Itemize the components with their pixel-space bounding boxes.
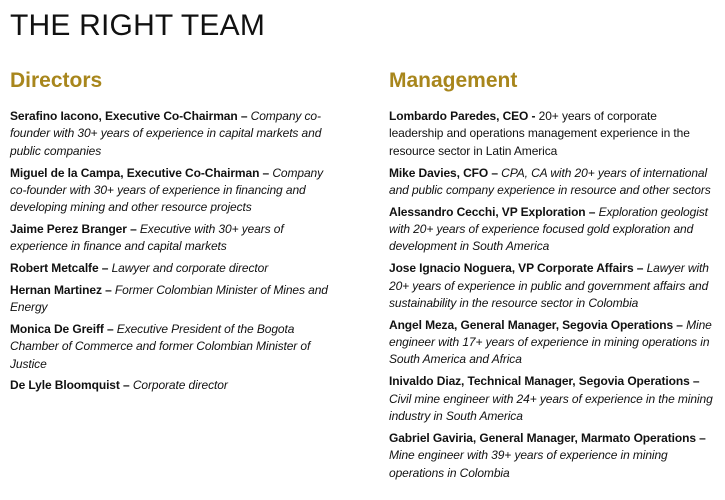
person-description: 20+ years of corporate leadership and operations management experience in the resource sector in Latin America [389,109,690,158]
person-description: CPA, CA with 20+ years of international and public company experience in resource and other sectors [389,165,711,197]
name-separator: – [633,261,647,276]
person-name: Jose Ignacio Noguera, VP Corporate Affairs [389,261,634,276]
person-entry [10,377,340,394]
name-separator: – [259,165,273,180]
person-name: Angel Meza, General Manager, Segovia Operations [389,317,674,332]
person-entry [10,282,340,317]
person-entry [389,317,714,369]
person-entry [10,221,340,256]
person-description: Lawyer with 20+ years of experience in public and government affairs and sustainability in the resource sector in Colombia [389,261,709,310]
person-entry [389,430,714,482]
name-separator: – [695,430,706,445]
person-description: Company co-founder with 30+ years of experience in capital markets and public companies [10,109,322,158]
person-name: Serafino Iacono, Executive Co-Chairman [10,109,238,123]
person-description: Executive with 30+ years of experience in finance and capital markets [10,222,284,254]
person-entry [389,204,714,256]
person-name: Monica De Greiff [10,321,104,336]
name-separator: – [101,282,115,297]
person-description: Mine engineer with 17+ years of experience in mining operations in South America and Africa [389,317,712,367]
person-entry [10,165,340,217]
person-entry [389,108,714,160]
name-separator: – [103,321,117,336]
person-name: Inivaldo Diaz, Technical Manager, Segovia Operations [389,374,690,389]
name-separator: - [528,109,539,123]
management-section [389,68,714,486]
person-description: Mine engineer with 39+ years of experience in mining operations in Colombia [389,448,668,480]
name-separator: – [126,222,140,237]
directors-section [10,68,340,399]
management-heading: Management [389,69,518,92]
person-description: Company co-founder with 30+ years of experience in financing and developing mining and other resource projects [10,165,324,215]
person-name: Mike Davies, CFO [389,165,489,180]
person-description: Lawyer and corporate director [111,261,269,276]
person-entry [389,373,714,425]
person-name: Miguel de la Campa, Executive Co-Chairman [10,165,260,180]
person-description: Exploration geologist with 20+ years of experience focused gold exploration and development in South America [389,204,708,254]
person-name: Jaime Perez Branger [10,222,127,237]
management-list [389,108,714,482]
name-separator: – [673,317,687,332]
person-description: Civil mine engineer with 24+ years of experience in the mining industry in South America [389,391,713,423]
person-name: Alessandro Cecchi, VP Exploration [389,204,586,219]
person-description: Former Colombian Minister of Mines and Energy [10,282,328,315]
person-entry [389,165,714,200]
person-name: Gabriel Gaviria, General Manager, Marmato Operations [389,430,696,445]
name-separator: – [585,204,599,219]
person-name: Lombardo Paredes, CEO [389,109,529,123]
name-separator: – [237,109,251,123]
name-separator: – [119,378,133,393]
directors-list [10,108,340,395]
person-description: Corporate director [132,378,228,393]
directors-heading: Directors [10,69,103,92]
person-entry [389,260,714,312]
page-title: THE RIGHT TEAM [10,9,266,42]
person-name: De Lyle Bloomquist [10,378,120,393]
name-separator: – [98,261,112,276]
person-entry [10,260,340,277]
name-separator: – [488,165,502,180]
person-name: Robert Metcalfe [10,261,99,276]
person-entry [10,321,340,373]
person-entry [10,108,340,160]
name-separator: – [689,374,700,389]
person-description: Executive President of the Bogota Chamber of Commerce and former Colombian Minister of Justice [10,321,311,371]
person-name: Hernan Martinez [10,282,102,297]
